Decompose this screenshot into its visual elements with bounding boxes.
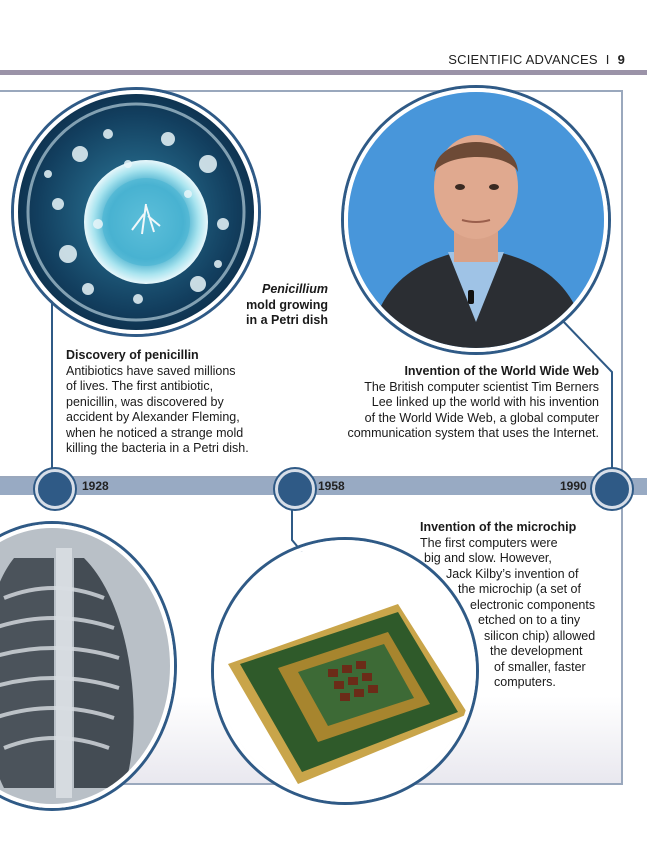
penicillin-body-line: of lives. The first antibiotic, [66, 379, 214, 393]
www-body-line: The British computer scientist Tim Berners [364, 379, 599, 394]
caption-italic: Penicillium [262, 282, 328, 296]
year-1958: 1958 [318, 479, 345, 493]
microchip-body-line: Jack Kilby’s invention of [446, 566, 579, 581]
header-separator: I [605, 52, 610, 67]
petri-dish-image-caption [226, 282, 328, 329]
microchip-caption [420, 520, 630, 691]
microchip-body-line: The first computers were [420, 535, 558, 550]
section-title: SCIENTIFIC ADVANCES [448, 52, 598, 67]
penicillin-body-line: Antibiotics have saved millions [66, 363, 236, 378]
tim-berners-lee-photo [344, 88, 608, 352]
microchip-body-line: electronic components [470, 597, 596, 612]
www-body-line: of the World Wide Web, a global computer [364, 410, 599, 425]
www-body-line: communication system that uses the Internet. [347, 426, 599, 440]
petri-dish-photo [14, 90, 258, 334]
penicillin-caption [66, 348, 266, 457]
timeline-node-1990 [592, 469, 632, 509]
penicillin-title: Discovery of penicillin [66, 348, 199, 362]
www-body-line: Lee linked up the world with his invention [371, 395, 599, 409]
microchip-body-line: etched on to a tiny [478, 613, 581, 627]
timeline-node-1928 [35, 469, 75, 509]
caption-line-2: in a Petri dish [246, 313, 328, 327]
page-number: 9 [617, 52, 625, 67]
microchip-body-line: of smaller, faster [494, 659, 586, 674]
microchip-title: Invention of the microchip [420, 520, 577, 534]
penicillin-body-line: accident by Alexander Fleming, [66, 410, 240, 424]
timeline-node-1958 [275, 469, 315, 509]
microchip-body-line: the development [490, 644, 583, 658]
year-1928: 1928 [82, 479, 109, 493]
microchip-body-line: big and slow. However, [424, 551, 552, 565]
microchip-body-line: the microchip (a set of [458, 582, 581, 596]
microchip-body-line: silicon chip) allowed [484, 628, 596, 643]
caption-line-1: mold growing [246, 297, 328, 312]
microchip-body-line: computers. [494, 675, 556, 689]
www-title: Invention of the World Wide Web [404, 364, 599, 378]
year-1990: 1990 [560, 479, 587, 493]
penicillin-body-line: when he noticed a strange mold [66, 425, 244, 440]
penicillin-body-line: penicillin, was discovered by [66, 394, 224, 409]
www-caption [320, 364, 599, 442]
penicillin-body-line: killing the bacteria in a Petri dish. [66, 441, 249, 455]
